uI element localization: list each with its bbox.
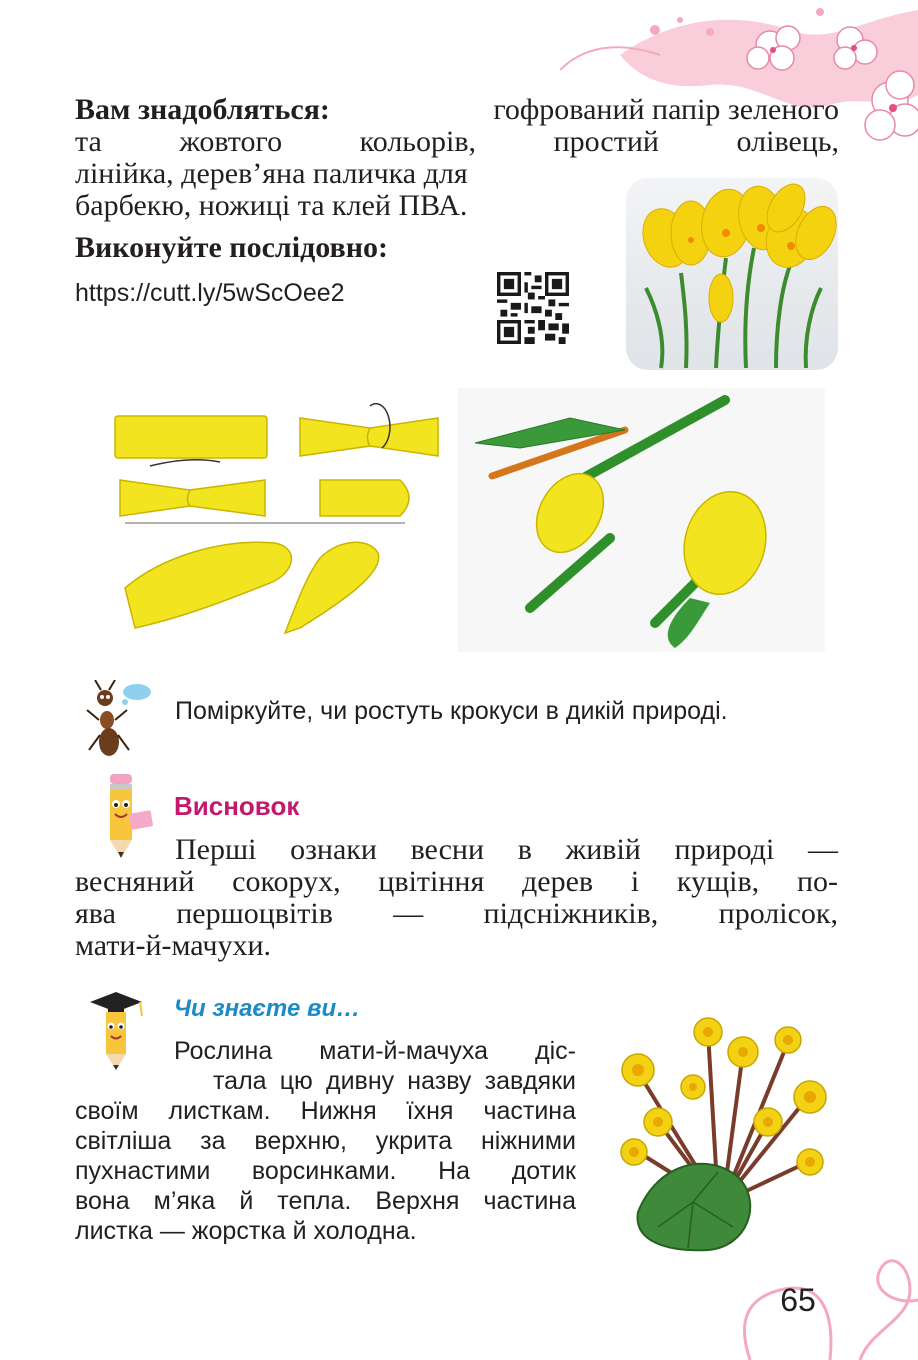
materials-line-1 bbox=[75, 94, 839, 126]
did-you-know-line-1: Рослина мати-й-мачуха діс- bbox=[174, 1037, 576, 1065]
conclusion-line-1: Перші ознаки весни в живій природі — bbox=[175, 833, 838, 866]
pencil-graduate-icon bbox=[82, 990, 150, 1072]
materials-text: гофрований папір зеленого bbox=[493, 93, 839, 126]
materials-line-4: барбекю, ножиці та клей ПВА. bbox=[75, 189, 468, 222]
conclusion-heading: Висновок bbox=[174, 791, 300, 821]
did-you-know-line-4: світліша за верхню, укрита ніжними bbox=[75, 1127, 576, 1155]
materials-line-2: та жовтого кольорів, простий олівець, bbox=[75, 125, 839, 158]
craft-steps-illustration bbox=[100, 388, 825, 652]
did-you-know-line-7: листка — жорстка й холодна. bbox=[75, 1217, 417, 1245]
ant-with-thought-cloud-icon bbox=[85, 680, 155, 760]
page-number: 65 bbox=[780, 1282, 816, 1318]
did-you-know-heading: Чи знаєте ви… bbox=[174, 995, 361, 1022]
pencil-character-icon bbox=[100, 772, 160, 862]
instructions-heading: Виконуйте послідовно: bbox=[75, 231, 388, 264]
qr-code-icon bbox=[497, 272, 569, 344]
video-link[interactable]: https://cutt.ly/5wScOee2 bbox=[75, 279, 345, 307]
did-you-know-line-3: своїм листкам. Нижня їхня частина bbox=[75, 1097, 576, 1125]
conclusion-line-2: весняний сокорух, цвітіння дерев і кущів, по- bbox=[75, 865, 838, 898]
materials-label: Вам знадобляться: bbox=[75, 93, 330, 126]
materials-line-3: лінійка, дерев’яна паличка для bbox=[75, 157, 468, 190]
conclusion-line-4: мати-й-мачухи. bbox=[75, 929, 272, 962]
crocus-photo bbox=[626, 178, 838, 370]
did-you-know-line-5: пухнастими ворсинками. На дотик bbox=[75, 1157, 576, 1185]
did-you-know-line-2: тала цю дивну назву завдяки bbox=[213, 1067, 576, 1095]
conclusion-line-3: ява першоцвітів — підсніжників, пролісок, bbox=[75, 897, 838, 930]
did-you-know-line-6: вона м’яка й тепла. Верхня частина bbox=[75, 1187, 576, 1215]
think-prompt: Поміркуйте, чи ростуть крокуси в дикій природі. bbox=[175, 697, 728, 725]
